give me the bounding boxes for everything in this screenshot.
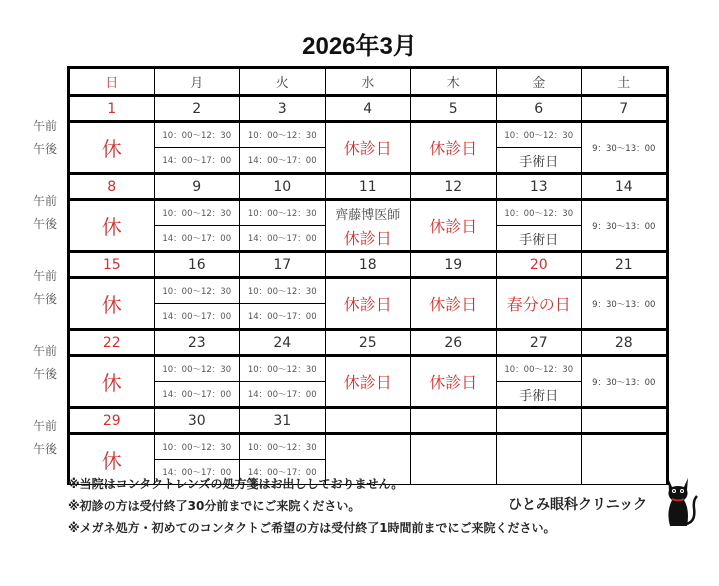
date-sat: 14 <box>582 174 668 200</box>
pm-hours: 14：00～17：00 <box>240 148 326 174</box>
note-1: ※当院はコンタクトレンズの処方箋はお出ししておりません。 <box>68 477 404 491</box>
weekday-wed: 水 <box>325 68 411 96</box>
date-fri <box>496 408 582 434</box>
date-thu: 26 <box>411 330 497 356</box>
weekday-fri: 金 <box>496 68 582 96</box>
am-label: 午前 <box>33 119 58 133</box>
date-sat <box>582 408 668 434</box>
weekday-thu: 木 <box>411 68 497 96</box>
am-label: 午前 <box>33 269 58 283</box>
pm-label: 午後 <box>33 142 58 156</box>
pm-label: 午後 <box>33 217 58 231</box>
date-mon: 2 <box>154 96 240 122</box>
closed-sunday: 休 <box>69 356 155 408</box>
date-sun: 29 <box>69 408 155 434</box>
pm-label: 午後 <box>33 442 58 456</box>
date-sun: 8 <box>69 174 155 200</box>
closed-day: 春分の日 <box>496 278 582 330</box>
saturday-hours: 9：30～13：00 <box>582 356 668 408</box>
pm-hours: 14：00～17：00 <box>240 460 326 485</box>
doctor-name: 齊藤博医師 <box>325 200 411 226</box>
closed-day: 休診日 <box>411 200 497 252</box>
date-row <box>69 252 668 278</box>
date-fri: 20 <box>496 252 582 278</box>
pm-hours: 14：00～17：00 <box>154 382 240 408</box>
calendar-title: 2026年3月 <box>302 33 417 60</box>
date-tue: 3 <box>240 96 326 122</box>
saturday-hours: 9：30～13：00 <box>582 278 668 330</box>
pm-hours: 14：00～17：00 <box>240 304 326 330</box>
am-hours: 10：00～12：30 <box>154 200 240 226</box>
date-mon: 9 <box>154 174 240 200</box>
date-wed: 11 <box>325 174 411 200</box>
saturday-hours: 9：30～13：00 <box>582 122 668 174</box>
closed-day: 休診日 <box>325 278 411 330</box>
weekday-sat: 土 <box>582 68 668 96</box>
am-hours: 10：00～12：30 <box>240 122 326 148</box>
black-cat-icon <box>660 474 700 536</box>
closed-day: 休診日 <box>325 122 411 174</box>
pm-label: 午後 <box>33 367 58 381</box>
date-wed: 25 <box>325 330 411 356</box>
date-tue: 17 <box>240 252 326 278</box>
surgery-day: 手術日 <box>496 226 582 252</box>
date-row <box>69 174 668 200</box>
closed-label: 休診日 <box>325 226 411 252</box>
am-hours: 10：00～12：30 <box>240 278 326 304</box>
am-label: 午前 <box>33 344 58 358</box>
pm-label: 午後 <box>33 292 58 306</box>
date-thu <box>411 408 497 434</box>
surgery-day: 手術日 <box>496 148 582 174</box>
saturday-hours: 9：30～13：00 <box>582 200 668 252</box>
date-tue: 10 <box>240 174 326 200</box>
date-fri: 13 <box>496 174 582 200</box>
date-row <box>69 330 668 356</box>
date-thu: 12 <box>411 174 497 200</box>
date-sun: 15 <box>69 252 155 278</box>
closed-day: 休診日 <box>411 278 497 330</box>
am-hours: 10：00～12：30 <box>154 122 240 148</box>
weekday-tue: 火 <box>240 68 326 96</box>
closed-day: 休診日 <box>411 122 497 174</box>
empty-cell <box>582 434 668 485</box>
weekday-sun: 日 <box>69 68 155 96</box>
weekday-header-row <box>69 68 668 96</box>
date-sat: 21 <box>582 252 668 278</box>
date-tue: 24 <box>240 330 326 356</box>
date-fri: 27 <box>496 330 582 356</box>
date-mon: 23 <box>154 330 240 356</box>
am-label: 午前 <box>33 419 58 433</box>
closed-day: 休診日 <box>411 356 497 408</box>
pm-hours: 14：00～17：00 <box>240 226 326 252</box>
am-hours: 10：00～12：30 <box>496 122 582 148</box>
note-2: ※初診の方は受付終了30分前までにご来院ください。 <box>68 499 361 513</box>
closed-sunday: 休 <box>69 278 155 330</box>
date-thu: 5 <box>411 96 497 122</box>
pm-row <box>69 226 668 252</box>
closed-sunday: 休 <box>69 122 155 174</box>
am-row <box>69 434 668 460</box>
am-label: 午前 <box>33 194 58 208</box>
clinic-name: ひとみ眼科クリニック <box>508 497 648 513</box>
am-hours: 10：00～12：30 <box>154 434 240 460</box>
date-sun: 1 <box>69 96 155 122</box>
am-hours: 10：00～12：30 <box>240 200 326 226</box>
am-row <box>69 278 668 304</box>
am-hours: 10：00～12：30 <box>496 356 582 382</box>
date-mon: 16 <box>154 252 240 278</box>
date-wed: 18 <box>325 252 411 278</box>
date-wed: 4 <box>325 96 411 122</box>
surgery-day: 手術日 <box>496 382 582 408</box>
am-row <box>69 356 668 382</box>
pm-hours: 14：00～17：00 <box>240 382 326 408</box>
date-wed <box>325 408 411 434</box>
am-row <box>69 200 668 226</box>
pm-hours: 14：00～17：00 <box>154 304 240 330</box>
am-row <box>69 122 668 148</box>
am-hours: 10：00～12：30 <box>240 434 326 460</box>
date-mon: 30 <box>154 408 240 434</box>
date-sun: 22 <box>69 330 155 356</box>
closed-sunday: 休 <box>69 434 155 485</box>
date-sat: 7 <box>582 96 668 122</box>
date-sat: 28 <box>582 330 668 356</box>
pm-hours: 14：00～17：00 <box>154 148 240 174</box>
date-row <box>69 96 668 122</box>
date-thu: 19 <box>411 252 497 278</box>
pm-hours: 14：00～17：00 <box>154 460 240 485</box>
date-row <box>69 408 668 434</box>
closed-day: 休診日 <box>325 356 411 408</box>
note-3: ※メガネ処方・初めてのコンタクトご希望の方は受付終了1時間前までにご来院ください。 <box>68 521 556 535</box>
date-tue: 31 <box>240 408 326 434</box>
pm-hours: 14：00～17：00 <box>154 226 240 252</box>
schedule-calendar <box>67 66 669 485</box>
notes <box>68 473 556 539</box>
date-fri: 6 <box>496 96 582 122</box>
am-hours: 10：00～12：30 <box>496 200 582 226</box>
am-hours: 10：00～12：30 <box>154 356 240 382</box>
am-hours: 10：00～12：30 <box>240 356 326 382</box>
am-hours: 10：00～12：30 <box>154 278 240 304</box>
closed-sunday: 休 <box>69 200 155 252</box>
weekday-mon: 月 <box>154 68 240 96</box>
